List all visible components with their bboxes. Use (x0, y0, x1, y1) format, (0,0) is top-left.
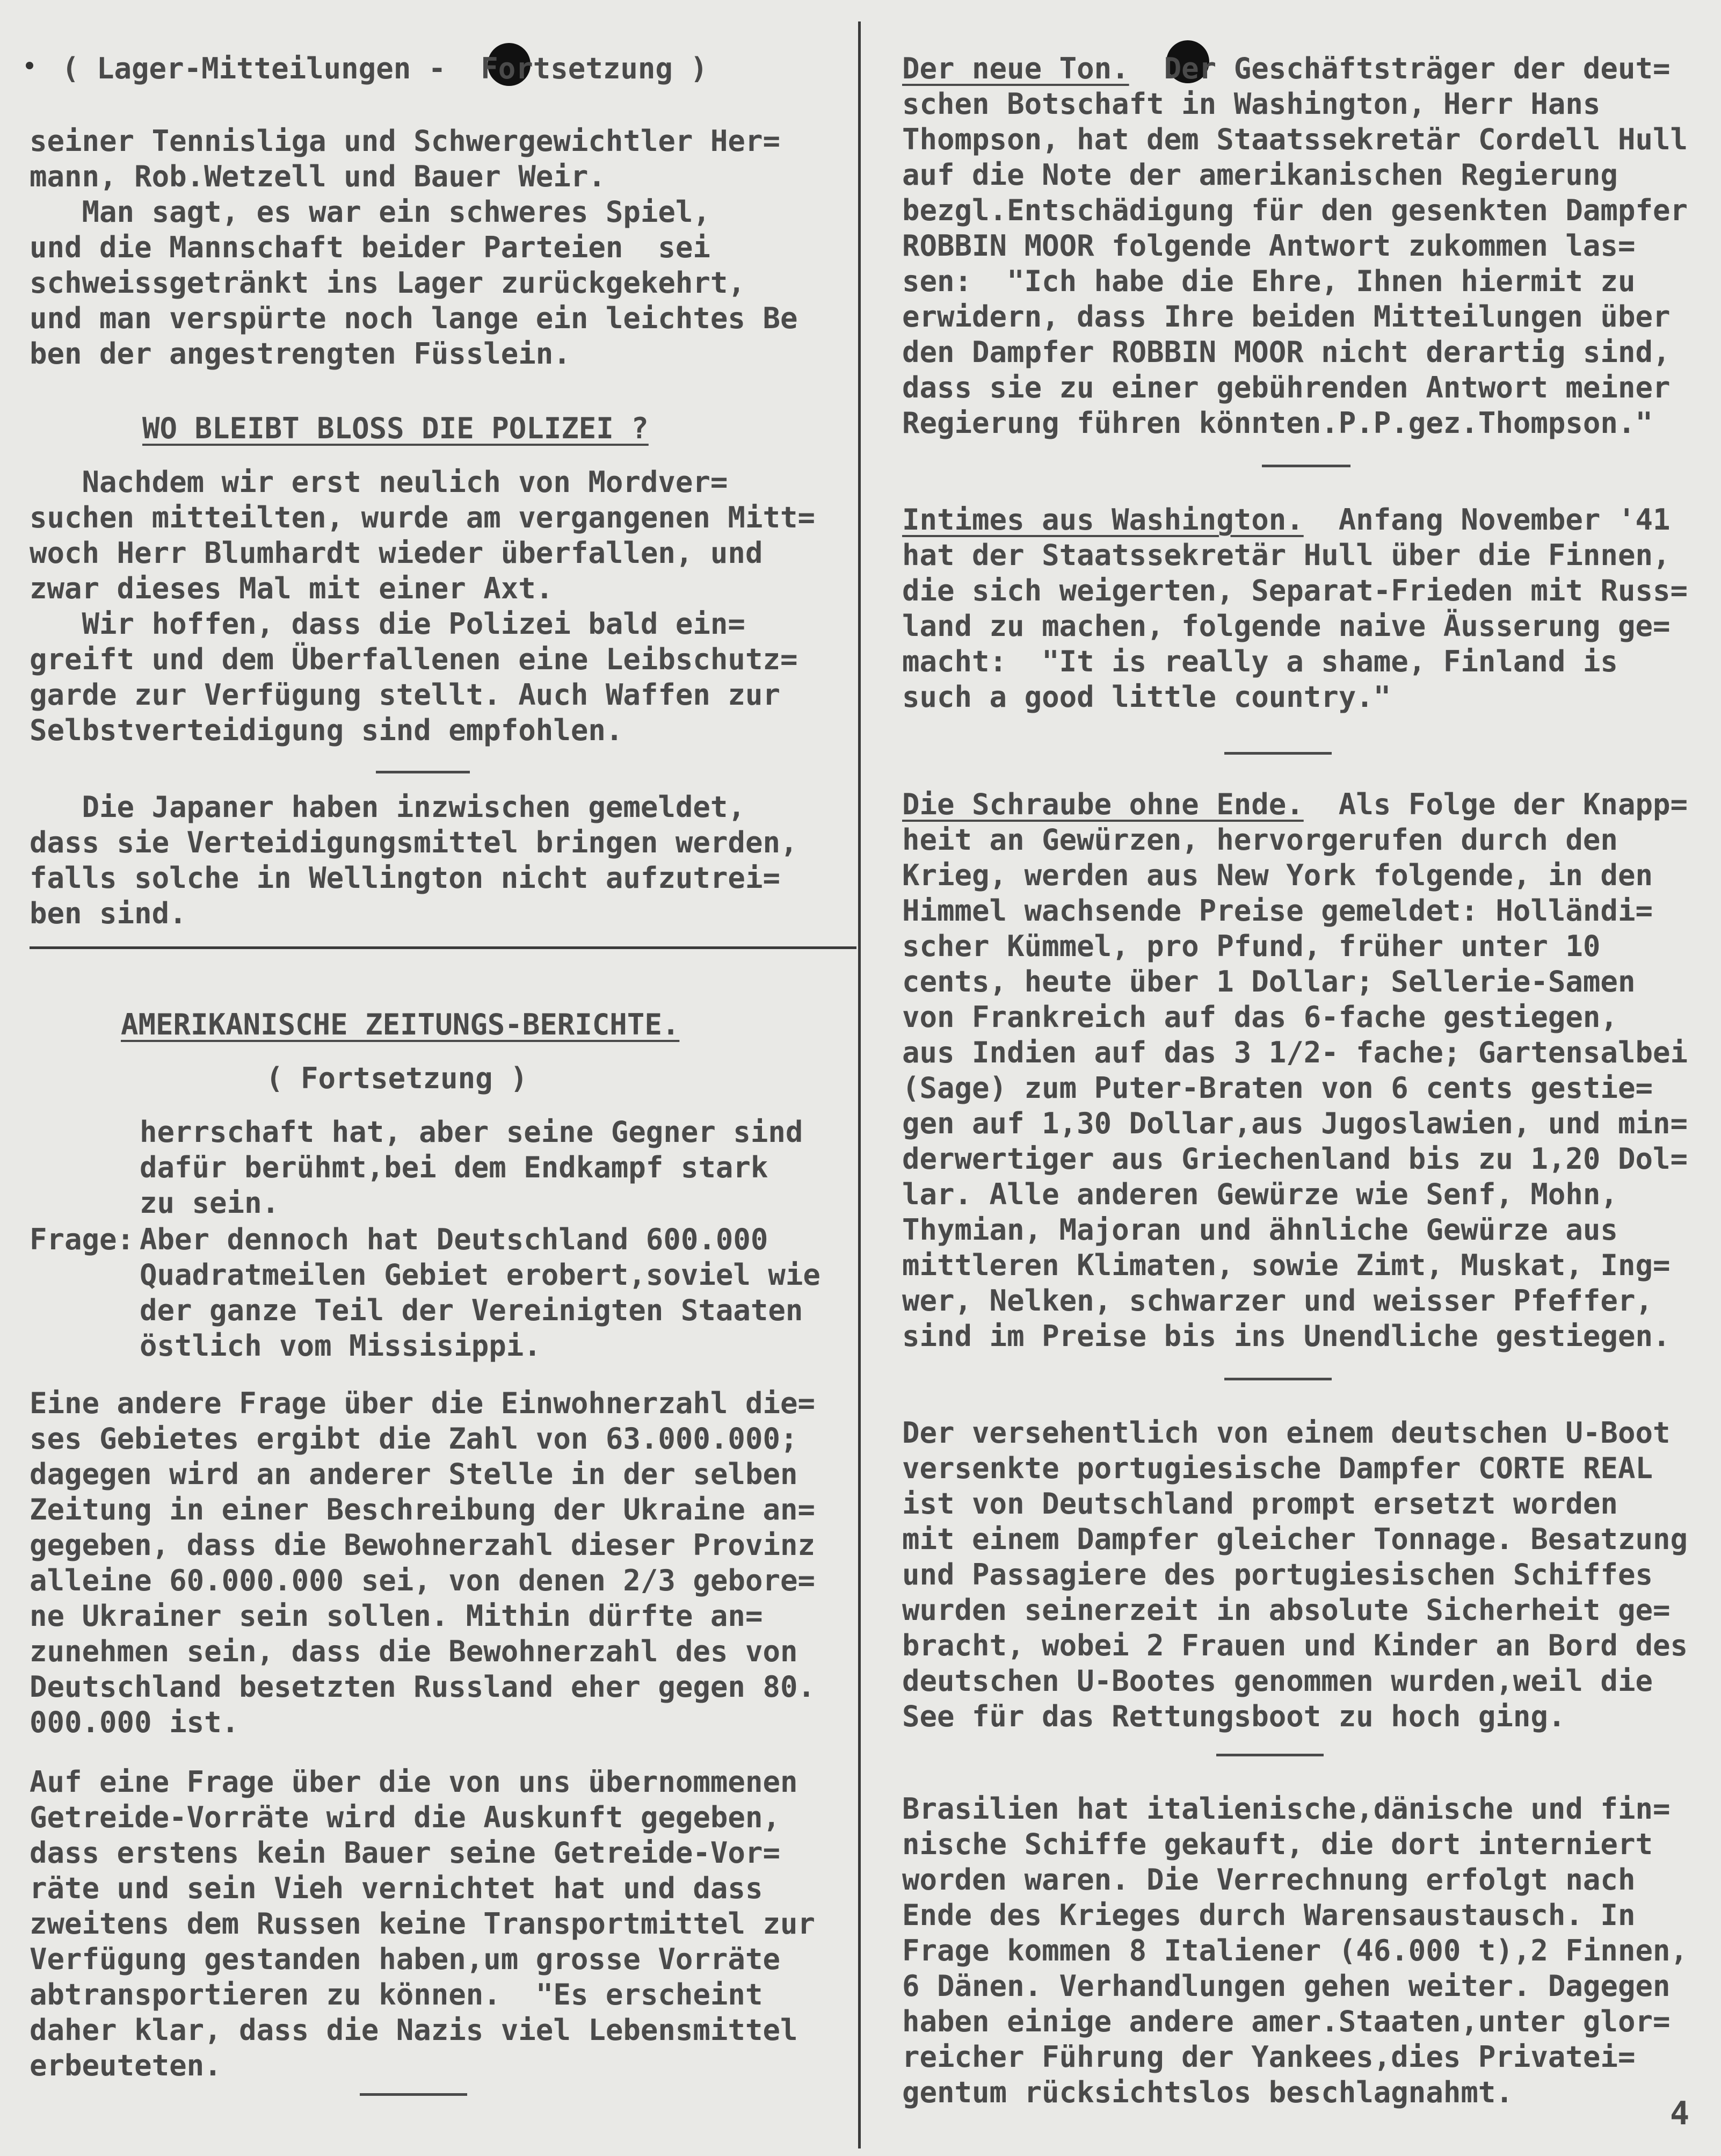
text-line: 6 Dänen. Verhandlungen gehen weiter. Dagegen (902, 1969, 1671, 2003)
section-divider (30, 946, 856, 949)
text-line: von Frankreich auf das 6-fache gestiegen, (902, 1000, 1618, 1034)
text-line: gegeben, dass die Bewohnerzahl dieser Provinz (30, 1528, 815, 1562)
text-line: ben der angestrengten Füsslein. (30, 337, 571, 371)
text-line: auf die Note der amerikanischen Regierung (902, 158, 1618, 192)
text-line: cents, heute über 1 Dollar; Sellerie-Samen (902, 965, 1636, 999)
text-line: schen Botschaft in Washington, Herr Hans (902, 87, 1601, 121)
text-line (902, 787, 1688, 822)
section-title-neuer-ton: Der neue Ton. (902, 52, 1129, 85)
text-line: Frage kommen 8 Italiener (46.000 t),2 Finnen, (902, 1934, 1688, 1967)
text-line: der ganze Teil der Vereinigten Staaten (140, 1293, 803, 1327)
text-line: und Passagiere des portugiesischen Schiffes (902, 1558, 1653, 1591)
text-line: Der versehentlich von einem deutschen U-Boot (902, 1416, 1671, 1450)
text-line: herrschaft hat, aber seine Gegner sind (140, 1115, 803, 1149)
text-line: und die Mannschaft beider Parteien sei (30, 230, 710, 264)
ink-dot (26, 62, 33, 69)
text-line: dass sie zu einer gebührenden Antwort meiner (902, 371, 1671, 404)
text-line: daher klar, dass die Nazis viel Lebensmittel (30, 2013, 798, 2047)
text-line: Thompson, hat dem Staatssekretär Cordell Hull (902, 122, 1688, 156)
separator-dash (1262, 465, 1350, 467)
text-line: den Dampfer ROBBIN MOOR nicht derartig sind, (902, 335, 1671, 369)
text-run: Anfang November '41 (1303, 503, 1671, 537)
text-line: seiner Tennisliga und Schwergewichtler Her= (30, 124, 780, 158)
text-line: erwidern, dass Ihre beiden Mitteilungen über (902, 300, 1671, 334)
text-line: Getreide-Vorräte wird die Auskunft gegeben, (30, 1800, 780, 1834)
text-line: zwar dieses Mal mit einer Axt. (30, 571, 554, 605)
text-line: heit an Gewürzen, hervorgerufen durch den (902, 823, 1618, 857)
section-heading-polizei: WO BLEIBT BLOSS DIE POLIZEI ? (142, 411, 649, 445)
text-line: Thymian, Majoran und ähnliche Gewürze aus (902, 1213, 1618, 1247)
text-line: deutschen U-Bootes genommen wurden,weil die (902, 1664, 1653, 1698)
text-line: gentum rücksichtslos beschlagnahmt. (902, 2075, 1513, 2109)
text-line: erbeuteten. (30, 2049, 222, 2082)
text-line: mittleren Klimaten, sowie Zimt, Muskat, Ing= (902, 1248, 1671, 1282)
text-line: worden waren. Die Verrechnung erfolgt nach (902, 1863, 1636, 1897)
text-line: zu sein. (140, 1186, 280, 1220)
text-line: wurden seinerzeit in absolute Sicherheit ge= (902, 1593, 1671, 1627)
text-line (902, 502, 1670, 538)
text-line: und man verspürte noch lange ein leichtes Be (30, 301, 798, 335)
text-line: ROBBIN MOOR folgende Antwort zukommen las= (902, 229, 1636, 263)
text-line: dass erstens kein Bauer seine Getreide-Vor= (30, 1836, 780, 1870)
page-header: ( Lager-Mitteilungen - Fortsetzung ) (62, 52, 708, 85)
text-line: zunehmen sein, dass die Bewohnerzahl des von (30, 1634, 798, 1668)
text-line: ses Gebietes ergibt die Zahl von 63.000.000; (30, 1422, 798, 1456)
text-line: Man sagt, es war ein schweres Spiel, (30, 195, 710, 229)
text-line: sen: "Ich habe die Ehre, Ihnen hiermit zu (902, 264, 1636, 298)
text-line: hat der Staatssekretär Hull über die Finnen, (902, 538, 1671, 572)
text-line: östlich vom Missisippi. (140, 1329, 541, 1363)
text-line: macht: "It is really a shame, Finland is (902, 645, 1618, 678)
section-subheading: ( Fortsetzung ) (266, 1061, 528, 1095)
text-line: mit einem Dampfer gleicher Tonnage. Besatzung (902, 1522, 1688, 1556)
separator-dash (1216, 1754, 1324, 1756)
text-line: ist von Deutschland prompt ersetzt worden (902, 1487, 1618, 1521)
text-line: schweissgetränkt ins Lager zurückgekehrt, (30, 266, 745, 300)
text-line: Eine andere Frage über die Einwohnerzahl die= (30, 1386, 815, 1420)
text-line: dafür berühmt,bei dem Endkampf stark (140, 1151, 768, 1184)
text-line: Selbstverteidigung sind empfohlen. (30, 713, 623, 747)
section-heading-zeitungs-berichte: AMERIKANISCHE ZEITUNGS-BERICHTE. (121, 1008, 680, 1041)
text-line: räte und sein Vieh vernichtet hat und dass (30, 1871, 763, 1905)
text-line: alleine 60.000.000 sei, von denen 2/3 gebore= (30, 1564, 815, 1597)
text-line: Quadratmeilen Gebiet erobert,soviel wie (140, 1258, 820, 1292)
text-line: Ende des Krieges durch Warensaustausch. In (902, 1898, 1636, 1932)
text-line: See für das Rettungsboot zu hoch ging. (902, 1699, 1566, 1733)
text-run: Der Geschäftsträger der deut= (1129, 52, 1671, 85)
text-line: wer, Nelken, schwarzer und weisser Pfeffer, (902, 1284, 1653, 1318)
text-line: lar. Alle anderen Gewürze wie Senf, Mohn, (902, 1177, 1618, 1211)
text-line: Zeitung in einer Beschreibung der Ukraine an= (30, 1493, 815, 1526)
text-line: woch Herr Blumhardt wieder überfallen, und (30, 536, 763, 570)
text-line: land zu machen, folgende naive Äusserung ge= (902, 609, 1671, 643)
text-line: versenkte portugiesische Dampfer CORTE REAL (902, 1451, 1653, 1485)
page-number: 4 (1670, 2095, 1690, 2132)
text-line: Wir hoffen, dass die Polizei bald ein= (30, 607, 745, 641)
text-line (902, 51, 1670, 86)
column-divider (858, 21, 861, 2148)
text-line: sind im Preise bis ins Unendliche gestiegen. (902, 1319, 1671, 1353)
text-line: Auf eine Frage über die von uns übernommenen (30, 1765, 798, 1799)
text-line: gen auf 1,30 Dollar,aus Jugoslawien, und min= (902, 1106, 1688, 1140)
text-line: reicher Führung der Yankees,dies Privatei= (902, 2040, 1636, 2074)
separator-dash (1224, 1378, 1332, 1380)
text-line: derwertiger aus Griechenland bis zu 1,20 Dol= (902, 1142, 1688, 1176)
text-line: Deutschland besetzten Russland eher gegen 80. (30, 1670, 815, 1704)
text-line: Verfügung gestanden haben,um grosse Vorräte (30, 1942, 780, 1976)
text-line: bracht, wobei 2 Frauen und Kinder an Bord des (902, 1629, 1688, 1662)
text-line: scher Kümmel, pro Pfund, früher unter 10 (902, 929, 1601, 963)
separator-dash (376, 771, 470, 773)
section-title-intimes: Intimes aus Washington. (902, 503, 1304, 537)
text-line: (Sage) zum Puter-Braten von 6 cents gestie= (902, 1071, 1653, 1105)
text-line: garde zur Verfügung stellt. Auch Waffen zur (30, 678, 780, 712)
text-line: dagegen wird an anderer Stelle in der selben (30, 1457, 798, 1491)
separator-dash (360, 2093, 467, 2096)
text-line: Aber dennoch hat Deutschland 600.000 (140, 1222, 768, 1256)
text-line: bezgl.Entschädigung für den gesenkten Dampfer (902, 193, 1688, 227)
frage-label: Frage: (30, 1222, 135, 1256)
section-title-schraube: Die Schraube ohne Ende. (902, 787, 1304, 821)
text-line: mann, Rob.Wetzell und Bauer Weir. (30, 160, 606, 193)
text-line: zweitens dem Russen keine Transportmittel zur (30, 1907, 815, 1941)
text-line: Himmel wachsende Preise gemeldet: Holländi= (902, 894, 1653, 928)
text-line: 000.000 ist. (30, 1705, 239, 1739)
text-line: die sich weigerten, Separat-Frieden mit Russ= (902, 574, 1688, 607)
text-line: Brasilien hat italienische,dänische und fin= (902, 1792, 1671, 1826)
text-line: Nachdem wir erst neulich von Mordver= (30, 465, 728, 499)
text-run: Als Folge der Knapp= (1303, 787, 1688, 821)
text-line: dass sie Verteidigungsmittel bringen werden, (30, 826, 798, 859)
text-line: ben sind. (30, 896, 187, 930)
text-line: aus Indien auf das 3 1/2- fache; Gartensalbei (902, 1036, 1688, 1069)
text-line: Die Japaner haben inzwischen gemeldet, (30, 790, 745, 824)
text-line: Regierung führen könnten.P.P.gez.Thompson." (902, 406, 1653, 440)
text-line: such a good little country." (902, 680, 1391, 714)
text-line: falls solche in Wellington nicht aufzutrei= (30, 861, 780, 895)
text-line: ne Ukrainer sein sollen. Mithin dürfte an= (30, 1599, 763, 1633)
text-line: suchen mitteilten, wurde am vergangenen Mitt= (30, 501, 815, 534)
text-line: nische Schiffe gekauft, die dort interniert (902, 1827, 1653, 1861)
text-line: Krieg, werden aus New York folgende, in den (902, 858, 1653, 892)
text-line: haben einige andere amer.Staaten,unter glor= (902, 2005, 1671, 2038)
text-line: abtransportieren zu können. "Es erscheint (30, 1978, 763, 2012)
text-line: greift und dem Überfallenen eine Leibschutz= (30, 642, 798, 676)
separator-dash (1224, 752, 1332, 755)
